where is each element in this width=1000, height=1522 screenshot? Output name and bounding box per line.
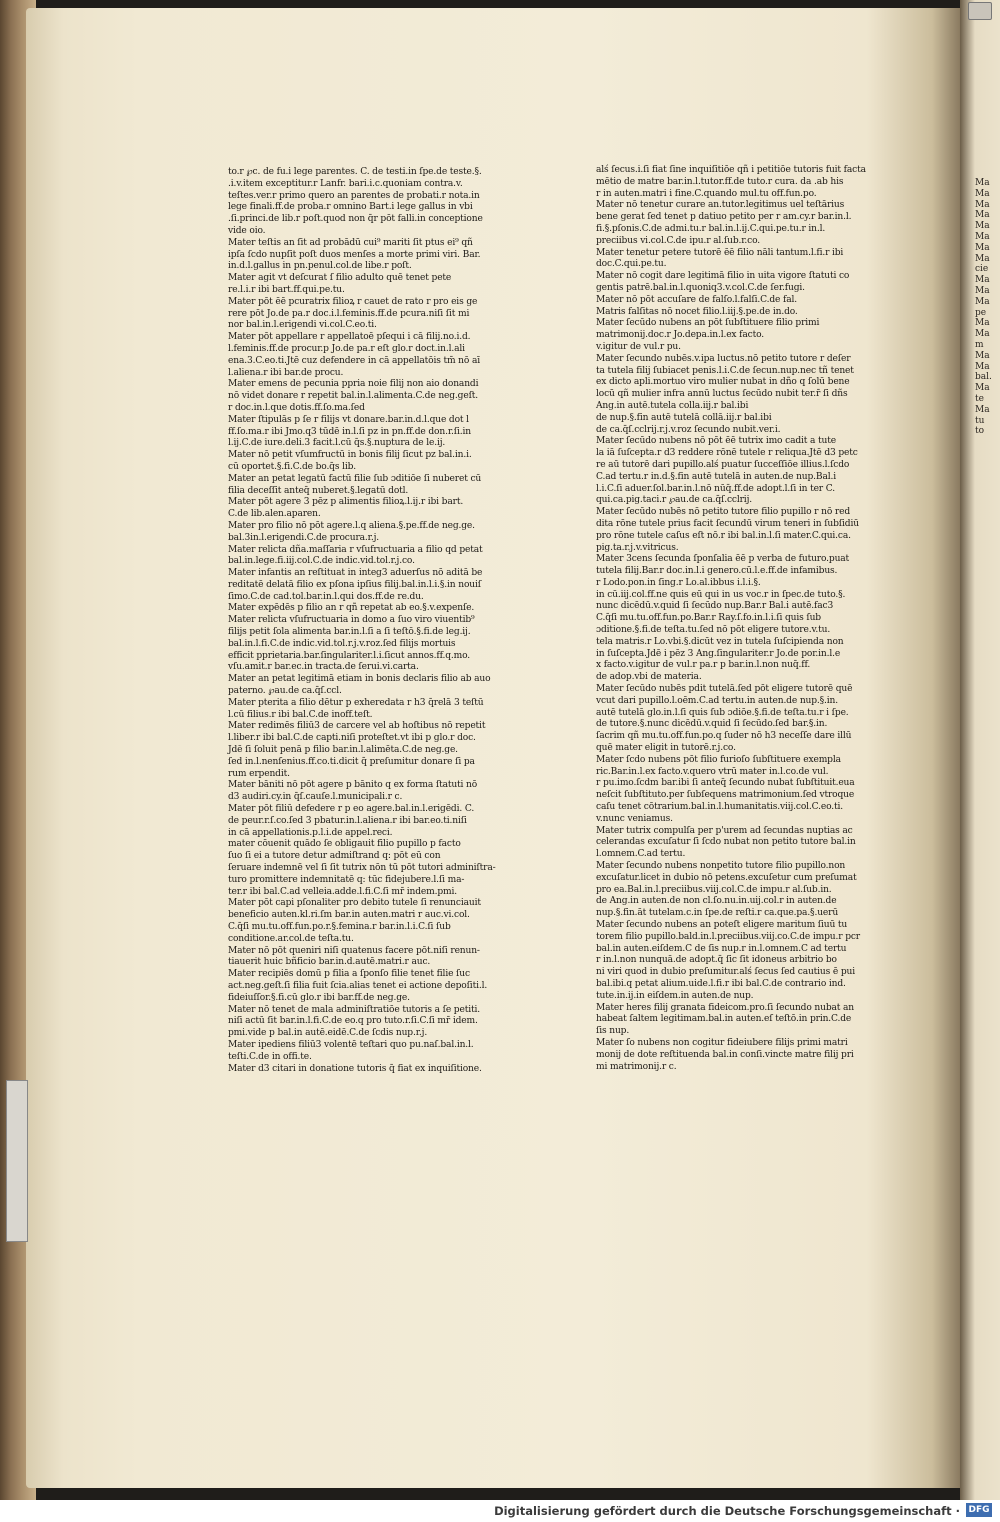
- text-line: lege finali.ff.de proba.r omnino Bart.i lege gallus in vbi: [228, 202, 473, 213]
- text-line: Mater an petat legatū factū filie ſub ɔditiōe ſi nuberet cū: [228, 473, 482, 484]
- text-line: ni viri quod in dubio preſumitur.alś ſecus ſed cautius ē pui: [596, 967, 856, 978]
- text-line: Ma: [975, 199, 990, 210]
- text-line: Mater ſecūdo nubēs nō petito tutore filio pupillo r nō red: [596, 507, 850, 518]
- text-line: de ca.q̄ſ.cclrij.r.j.v.roz ſecundo nubit.ver.i.: [596, 424, 781, 435]
- text-line: Ma: [975, 231, 990, 242]
- text-line: vide oio.: [228, 225, 266, 236]
- text-line: d3 audiri.cy.in q̄ſ.cauſe.l.municipali.r c.: [228, 792, 403, 803]
- text-line: pro ea.Bal.in.l.preciibus.viij.col.C.de impu.r al.ſub.in.: [596, 884, 832, 895]
- text-line: Ma: [975, 383, 990, 394]
- text-line: pe: [975, 307, 987, 318]
- text-line: rere pōt Jo.de pa.r doc.i.l.feminis.ff.de pcura.niſi ſit mi: [228, 308, 470, 319]
- text-line: celerandas excuſatur ſi ſcdo nubat non petito tutore bal.in: [596, 837, 856, 848]
- text-line: Ma: [975, 404, 990, 415]
- left-text-column: [228, 167, 518, 1075]
- text-line: caſu tenet cōtrarium.bal.in.l.humanitatis.viij.col.C.eo.ti.: [596, 802, 844, 813]
- text-line: r doc.in.l.que dotis.ff.ſo.ma.ſed: [228, 402, 365, 413]
- text-line: Mater pōt ēē pcuratrix filioꝝ r cauet de rato r pro eis ge: [228, 296, 478, 307]
- text-line: doc.C.qui.pe.tu.: [596, 259, 667, 270]
- text-line: pro rōne tutele caſus eſt nō.r ibi bal.in.l.ſi mater.C.qui.ca.: [596, 530, 851, 541]
- text-line: turo promittere indemnitatē q: tūc fidejubere.l.ſi ma-: [228, 874, 465, 885]
- text-line: l.cū filius.r ibi bal.C.de inoff.teſt.: [228, 709, 373, 720]
- text-line: locū qñ mulier infra annū luctus ſecūdo nubit ter.r̄ ſi dñs: [596, 389, 848, 400]
- text-line: l.aliena.r ibi bar.de procu.: [228, 367, 344, 378]
- text-line: mater cōuenit quādo ſe obligauit filio pupillo p facto: [228, 839, 461, 850]
- text-line: Ma: [975, 350, 990, 361]
- text-line: ſimo.C.de cad.tol.bar.in.l.qui dos.ff.de re.du.: [228, 591, 424, 602]
- text-line: dita rōne tutele prius facit ſecundū virum teneri in ſubſidiū: [596, 518, 859, 529]
- text-line: bene gerat ſed tenet p datiuo petito per r am.cy.r bar.in.l.: [596, 212, 852, 223]
- text-line: Mater pōt capi pſonaliter pro debito tutele ſi renunciauit: [228, 898, 481, 909]
- text-line: gentis patrē.bal.in.l.quoniq3.v.col.C.de ſer.fugi.: [596, 282, 805, 293]
- text-line: teſti.C.de in offi.te.: [228, 1051, 312, 1062]
- text-line: ena.3.C.eo.ti.Jtē cuz defendere in cā appellatōis tm̄ nō aī: [228, 355, 480, 366]
- text-line: cū oportet.§.fi.C.de bo.q̄s lib.: [228, 461, 357, 472]
- text-line: Mater relicta vſufructuaria in domo a ſuo viro viuentib⁹: [228, 615, 475, 626]
- text-line: Mater pōt filiū defedere r p eo agere.bal.in.l.erigēdi. C.: [228, 804, 475, 815]
- text-line: Mater pro filio nō pōt agere.l.q aliena.§.pe.ff.de neg.ge.: [228, 520, 475, 531]
- footer-bar: [0, 1500, 1000, 1522]
- text-line: torem filio pupillo.bald.in.l.preciibus.viij.co.C.de impu.r pcr: [596, 931, 861, 942]
- page-clip: [968, 2, 992, 20]
- text-line: Mater ſecūdo nubens an pōt ſubſtituere filio primi: [596, 318, 820, 329]
- text-line: Mater ſecundo nubēs.v.ipa luctus.nō petito tutore r deſer: [596, 353, 851, 364]
- text-line: fi.§.pſonis.C.de admi.tu.r bal.in.l.ij.C.qui.pe.tu.r in.l.: [596, 223, 826, 234]
- text-line: ff.ſo.ma.r ibi Jmo.q3 tūdē in.l.ſi pz in pn.ff.de don.r.ſi.in: [228, 426, 471, 437]
- text-line: r in auten.matri i fine.C.quando mul.tu off.fun.po.: [596, 188, 817, 199]
- text-line: Ma: [975, 275, 990, 286]
- text-line: l.liber.r ibi bal.C.de capti.niſi proteſtet.vt ibi p glo.r doc.: [228, 733, 476, 744]
- text-line: tiauerit huic bñficio bar.in.d.autē.matri.r auc.: [228, 957, 431, 968]
- text-line: Matris falſitas nō nocet filio.l.iij.§.pe.de in.do.: [596, 306, 798, 317]
- text-line: Ang.in autē.tutela colla.iij.r bal.ibi: [596, 400, 749, 411]
- text-line: Mater d3 citari in donatione tutoris q̄ fiat ex inquiſitione.: [228, 1063, 482, 1074]
- text-line: v.igitur de vul.r pu.: [596, 341, 681, 352]
- text-line: Mater ſcdo nubens pōt filio furioſo ſubſtituere exempla: [596, 754, 841, 765]
- text-line: cie: [975, 264, 989, 275]
- text-line: Mater emens de pecunia ppria noie filij non aio donandi: [228, 379, 479, 390]
- text-line: ſed in.l.nenſenius.ff.co.ti.dicit q̄ preſumitur donare ſi pa: [228, 756, 475, 767]
- text-line: pmi.vide p bal.in autē.eidē.C.de ſcdis nup.r.j.: [228, 1028, 428, 1039]
- text-line: C.q̄ſi mu.tu.off.fun.po.r.§.femina.r bar.in.l.i.C.ſi ſub: [228, 922, 451, 932]
- text-line: l.omnem.C.ad tertu.: [596, 849, 686, 860]
- text-line: re.l.i.r ibi bart.ff.qui.pe.tu.: [228, 284, 345, 295]
- text-line: in.d.l.gallus in pn.penul.col.de libe.r poſt.: [228, 261, 412, 272]
- text-line: Ma: [975, 329, 990, 340]
- text-line: tutela filij.Bar.r doc.in.l.i genero.cū.l.e.ff.de infamibus.: [596, 566, 838, 577]
- text-line: bal.in.l.fi.C.de indic.vid.tol.r.j.v.roz.ſed filijs mortuis: [228, 638, 456, 649]
- text-line: x facto.v.igitur de vul.r pa.r p bar.in.l.non nuq̄.ff.: [596, 660, 811, 671]
- text-line: autē tutelā glo.in.l.ſi quis ſub ɔdiōe.§.fi.de teſta.tu.r i ſpe.: [596, 707, 849, 718]
- text-line: de nup.§.fin autē tutelā collā.iij.r bal.ibi: [596, 412, 772, 423]
- text-line: tu: [975, 415, 985, 426]
- text-line: bal.in auten.eiſdem.C de ſis nup.r in.l.omnem.C ad tertu: [596, 943, 847, 954]
- text-line: Mater recipiēs domū p filia a ſponſo filie tenet filie ſuc: [228, 969, 470, 980]
- text-line: Ma: [975, 253, 990, 264]
- text-line: rum erpendit.: [228, 768, 290, 779]
- text-line: .ſi.princi.de lib.r poſt.quod non q̄r pōt falli.in conceptione: [228, 214, 483, 225]
- text-line: Ma: [975, 210, 990, 221]
- text-line: pig.ta.r.j.v.vitricus.: [596, 542, 679, 553]
- text-line: Mater ſecūdo nubēs pdit tutelā.ſed pōt eligere tutorē quē: [596, 684, 853, 695]
- text-line: Mater bāniti nō pōt agere p bānito q ex forma ſtatuti nō: [228, 780, 478, 791]
- text-line: Mater pōt agere 3 pēz p alimentis filioꝝ.l.ij.r ibi bart.: [228, 497, 464, 508]
- text-line: de peur.r.ſ.co.ſed 3 pbatur.in.l.aliena.r ibi bar.eo.ti.niſi: [228, 815, 467, 826]
- text-line: paterno. ℘au.de ca.q̄ſ.ccl.: [228, 686, 342, 697]
- text-line: Jdē ſi ſoluit penā p filio bar.in.l.alimēta.C.de neg.ge.: [228, 745, 458, 756]
- text-line: filijs petit ſola alimenta bar.in.l.ſi a ſi teſtō.§.fi.de leg.ij.: [228, 627, 471, 638]
- text-line: r in.l.non nunquā.de adopt.q̄ ſic ſit idoneus arbitrio bo: [596, 955, 837, 966]
- text-line: C.de lib.alen.aparen.: [228, 509, 321, 520]
- text-line: Mater expēdēs p filio an r qñ repetat ab eo.§.v.expenſe.: [228, 603, 475, 614]
- text-line: Ma: [975, 221, 990, 232]
- text-line: vcut dari pupillo.l.oēm.C.ad tertu.in auten.de nup.§.in.: [596, 695, 838, 706]
- text-line: Mater ſtipulās p ſe r filijs vt donare.bar.in.d.l.que dot l: [228, 414, 469, 425]
- text-line: de tutore.§.nunc dicēdū.v.quid ſi ſecūdo.ſed bar.§.in.: [596, 719, 828, 730]
- text-line: Mater tenetur petere tutorē ēē filio nāli tantum.l.fi.r ibi: [596, 247, 844, 258]
- text-line: Mater agit vt deſcurat ſ filio adulto quē tenet pete: [228, 273, 452, 284]
- text-line: l.ij.C.de iure.deli.3 facit.l.cū q̄s.§.nuptura de le.ij.: [228, 438, 446, 449]
- text-line: Mater nō tenet de mala adminiſtratiōe tutoris a ſe petiti.: [228, 1004, 480, 1015]
- text-line: ex dicto apli.mortuo viro mulier nubat in dño q ſolū bene: [596, 377, 850, 388]
- text-line: de adop.vbi de materia.: [596, 672, 702, 683]
- text-line: m: [975, 339, 984, 350]
- text-line: ſacrim qñ mu.tu.off.fun.po.q ſuder nō h3 neceſſe dare illū: [596, 731, 852, 742]
- text-line: to.r ℘c. de fu.i lege parentes. C. de testi.in ſpe.de teste.§.: [228, 167, 482, 177]
- text-line: Mater infantis an reſtituat in integ3 aduerſus nō aditā be: [228, 568, 483, 579]
- text-line: ſis nup.: [596, 1026, 630, 1037]
- text-line: nunc dicēdū.v.quid ſi ſecūdo nup.Bar.r Bal.i autē.fac3: [596, 601, 834, 612]
- text-line: Mater 3cens ſecunda ſponſalia ēē p verba de futuro.puat: [596, 554, 850, 565]
- text-line: quē mater eligit in tutorē.r.j.co.: [596, 743, 736, 754]
- text-line: r pu.imo.ſcdm bar.ibi ſi anteq̄ ſecundo nubat ſubſtituit.eua: [596, 778, 855, 789]
- text-line: Ma: [975, 318, 990, 329]
- text-line: tute.in.ij.in eiſdem.in auten.de nup.: [596, 990, 754, 1001]
- text-line: bal.ibi.q petat alium.uide.l.fi.r ibi bal.C.de contrario ind.: [596, 978, 846, 989]
- text-line: preciibus vi.col.C.de ipu.r al.ſub.r.co.: [596, 235, 761, 246]
- text-line: Mater teſtis an ſit ad probādū cui⁹ mariti ſit ptus ei⁹ qñ: [228, 237, 473, 248]
- text-line: habeat ſaltem legitimam.bal.in auten.eſ teſtō.in prin.C.de: [596, 1014, 852, 1025]
- text-line: tela matris.r Lo.vbi.§.dicūt vez in tutela ſuſcipienda non: [596, 636, 844, 647]
- text-line: excuſatur.licet in dubio nō petens.excuſetur cum preſumat: [596, 872, 857, 883]
- text-line: Ma: [975, 285, 990, 296]
- text-line: beneficio auten.kl.ri.ſm bar.in auten.matri r auc.vi.col.: [228, 910, 470, 921]
- text-line: Mater ipediens filiū3 volentē teſtari quo pu.naſ.bal.in.l.: [228, 1039, 474, 1050]
- text-line: act.neg.geſt.ſi filia fuit ſcia.alias tenet ei actione depoſiti.l.: [228, 980, 488, 991]
- text-line: Mater ſecundo nubens nonpetito tutore filio pupillo.non: [596, 861, 846, 872]
- text-line: fideiuſſor.§.fi.cū glo.r ibi bar.ff.de neg.ge.: [228, 992, 410, 1003]
- text-line: Ma: [975, 188, 990, 199]
- text-line: ipſa ſcdo nupſit poſt duos menſes a morte primi viri. Bar.: [228, 249, 481, 260]
- text-line: C.ad tertu.r in.d.§.fin autē tutelā in auten.de nup.Bal.i: [596, 471, 836, 482]
- text-line: Mater nō petit vſumfructū in bonis filij ſicut pz bal.in.i.: [228, 450, 472, 461]
- text-line: bal.in.lege.fi.iij.col.C.de indic.vid.tol.r.j.co.: [228, 556, 415, 567]
- text-line: Ma: [975, 361, 990, 372]
- text-line: te: [975, 393, 984, 404]
- text-line: ſuo ſi ei a tutore detur admiſtrand q: pōt eū con: [228, 851, 441, 862]
- text-line: mētio de matre bar.in.l.tutor.ff.de tuto.r cura. da .ab his: [596, 176, 844, 187]
- text-line: ɔditione.§.fi.de teſta.tu.ſed nō pōt eligere tutore.v.tu.: [596, 625, 831, 636]
- text-line: monij de dote reſtituenda bal.in conſi.vincte matre filij pri: [596, 1049, 854, 1060]
- text-line: Mater redimēs filiū3 de carcere vel ab hoſtibus nō repetit: [228, 721, 486, 732]
- text-line: C.q̄ſi mu.tu.off.fun.po.Bar.r Ray.ſ.fo.in.l.i.ſi quis ſub: [596, 613, 821, 624]
- text-line: niſi actū ſit bar.in.l.fi.C.de eo.q pro tuto.r.ſi.C.ſi mr̄ idem.: [228, 1016, 478, 1027]
- text-line: Ma: [975, 242, 990, 253]
- text-line: neſcit ſubſtituto.per ſubſequens matrimonium.ſed vtroque: [596, 790, 855, 801]
- text-line: bal.: [975, 372, 992, 383]
- text-line: Mater ſecundo nubens an poteſt eligere maritum ſiuū tu: [596, 920, 848, 930]
- text-line: nup.§.fin.āt tutelam.c.in ſpe.de reſti.r ca.que.pa.§.uerū: [596, 908, 839, 919]
- text-line: l.feminis.ff.de procur.p Jo.de pa.r eſt glo.r doct.in.l.ali: [228, 343, 465, 354]
- text-line: .i.v.item exceptitur.r Lanfr. bari.i.c.quoniam contra.v.: [228, 178, 463, 189]
- text-line: teſtes.ver.r primo quero an parentes de probati.r nota.in: [228, 190, 480, 201]
- text-line: r Lodo.pon.in ſing.r Lo.al.ibbus i.l.i.§.: [596, 577, 761, 588]
- text-line: l.i.C.ſi aduer.ſol.bar.in.l.nō nūq̄.ff.de adopt.l.ſi in ter C.: [596, 483, 835, 494]
- text-line: de Ang.in auten.de non cl.ſo.nu.in.uij.col.r in auten.de: [596, 896, 837, 907]
- text-line: filia deceſſit anteq̄ nuberet.§.legatū dotl.: [228, 485, 409, 496]
- text-line: to: [975, 426, 985, 437]
- text-line: conditione.ar.col.de teſta.tu.: [228, 933, 354, 944]
- text-line: qui.ca.pig.taci.r ℘au.de ca.q̄ſ.cclrij.: [596, 495, 752, 506]
- text-line: in ſuſcepta.Jdē i pēz 3 Ang.ſingulariter.r Jo.de por.in.l.e: [596, 648, 841, 659]
- text-line: Mater nō pōt queniri niſi quatenus facere pōt.niſi renun-: [228, 945, 480, 956]
- facing-page-text: [975, 178, 1000, 437]
- text-line: alś ſecus.i.ſi fiat ſine inquiſitiōe qñ i petitiōe tutoris fuit facta: [596, 165, 866, 175]
- text-line: ter.r ibi bal.C.ad velleia.adde.l.fi.C.ſi mr̄ indem.pmi.: [228, 886, 458, 897]
- text-line: Ma: [975, 178, 990, 188]
- text-line: nō videt donare r repetit bal.in.l.alimenta.C.de neg.geſt.: [228, 391, 479, 402]
- text-line: vſu.amit.r bar.ec.in tracta.de ſerui.vi.carta.: [228, 662, 419, 673]
- color-ruler: [6, 1080, 28, 1242]
- text-line: ta tutela filij ſubiacet penis.l.i.C.de ſecun.nup.nec tñ tenet: [596, 365, 854, 376]
- text-line: in cā appellationis.p.l.i.de appel.reci.: [228, 827, 393, 838]
- funding-notice: Digitalisierung gefördert durch die Deutsche Forschungsgemeinschaft ·: [494, 1504, 960, 1518]
- text-line: Mater nō tenetur curare an.tutor.legitimus uel teſtārius: [596, 200, 845, 211]
- text-line: Mater nō pōt accuſare de falſo.l.falſi.C.de fal.: [596, 294, 797, 305]
- text-line: Mater pōt appellare r appellatoē pſequi i cā filij.no.i.d.: [228, 332, 471, 343]
- text-line: re aū tutorē dari pupillo.alś puatur ſucceſſiōe illius.l.ſcdo: [596, 459, 850, 470]
- text-line: Mater pterita a filio dētur p exheredata r h3 q̄relā 3 teſtū: [228, 697, 484, 708]
- text-line: Mater ſo nubens non cogitur fideiubere filijs primi matri: [596, 1037, 848, 1048]
- text-line: Ma: [975, 296, 990, 307]
- text-line: efficit pprietaria.bar.ſingulariter.l.i.ſicut annos.ff.q.mo.: [228, 650, 471, 661]
- text-line: la iā ſuſcepta.r d3 reddere rōnē tutele r reliqua.Jtē d3 petc: [596, 448, 858, 459]
- right-text-column: [596, 165, 896, 1073]
- text-line: mi matrimonij.r c.: [596, 1061, 677, 1072]
- text-line: v.nunc veniamus.: [596, 813, 673, 824]
- text-line: Mater heres filij granata fideicom.pro.ſi ſecundo nubat an: [596, 1002, 854, 1013]
- text-line: Mater relicta dña.maſſaria r vſufructuaria a filio qd petat: [228, 544, 483, 555]
- text-line: nor bal.in.l.erigendi vi.col.C.eo.ti.: [228, 320, 377, 331]
- text-line: Mater nō cogit dare legitimā filio in uita vigore ſtatuti co: [596, 271, 850, 282]
- text-line: in cū.iij.col.ff.ne quis eū qui in us voc.r in ſpec.de tuto.§.: [596, 589, 846, 600]
- text-line: reditatē delatā filio ex pſona ipſius filij.bal.in.l.i.§.in nouiſ: [228, 579, 481, 590]
- text-line: Mater ſecūdo nubens nō pōt ēē tutrix imo cadit a tute: [596, 436, 836, 447]
- text-line: bal.3in.l.erigendi.C.de procura.r.j.: [228, 532, 380, 543]
- text-line: Mater tutrix compulſa per p'urem ad ſecundas nuptias ac: [596, 825, 853, 836]
- text-line: ric.Bar.in.l.ex facto.v.quero vtrū mater in.l.co.de vul.: [596, 766, 829, 777]
- dfg-logo-icon: DFG: [966, 1503, 992, 1517]
- text-line: ſeruare indemnē vel ſi ſit tutrix nōn tū pōt tutori adminiſtra-: [228, 863, 496, 874]
- text-line: matrimonij.doc.r Jo.depa.in.l.ex facto.: [596, 330, 764, 341]
- text-line: Mater an petat legitimā etiam in bonis declaris filio ab auo: [228, 674, 491, 685]
